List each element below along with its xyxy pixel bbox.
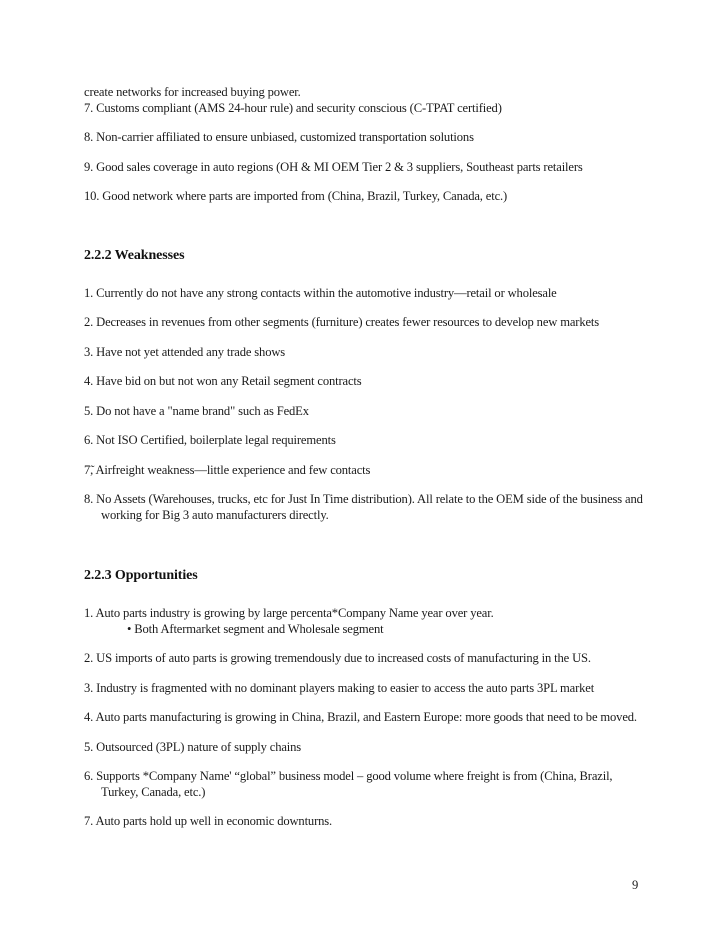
list-item-text: Outsourced (3PL) nature of supply chains — [96, 739, 302, 754]
opportunity-item-5 — [84, 740, 650, 756]
list-item-text: Have not yet attended any trade shows — [96, 344, 286, 359]
opportunity-item-3 — [84, 681, 650, 697]
list-item-text: Currently do not have any strong contacts within the automotive industry—retail or wholesale — [96, 285, 557, 300]
list-item-text: Have bid on but not won any Retail segment contracts — [96, 374, 362, 388]
opportunity-item-1 — [84, 606, 650, 622]
strengths-item-9 — [84, 160, 650, 176]
list-item-number: 10. — [84, 189, 100, 203]
list-item-text: US imports of auto parts is growing tremendously due to increased costs of manufacturing in the US. — [96, 651, 591, 665]
weakness-item-2 — [84, 315, 650, 331]
list-item-text: Auto parts manufacturing is growing in China, Brazil, and Eastern Europe: more goods that need to be moved. — [95, 710, 637, 724]
weakness-item-7 — [84, 463, 650, 479]
list-item-text: Industry is fragmented with no dominant players making to easier to access the auto parts 3PL market — [96, 680, 595, 695]
list-item-number: 7. — [84, 814, 94, 828]
list-item-number: 1. — [84, 285, 94, 300]
carryover-line: create networks for increased buying power. — [84, 85, 301, 99]
list-item-text: Decreases in revenues from other segments (furniture) creates fewer resources to develop new markets — [96, 315, 600, 329]
list-item-text: Good network where parts are imported from (China, Brazil, Turkey, Canada, etc.) — [102, 189, 508, 203]
opportunity-item-1-sub-bullet: • Both Aftermarket segment and Wholesale segment — [127, 621, 384, 636]
weakness-item-5 — [84, 404, 650, 420]
list-item-number: 5. — [84, 739, 94, 754]
weakness-item-4 — [84, 374, 650, 390]
list-item-number: 6. — [84, 433, 94, 447]
list-item-text: No Assets (Warehouses, trucks, etc for Just In Time distribution). All relate to the OEM side of the business and working for Big 3 auto manufacturers directly. — [96, 492, 643, 522]
page-number: 9 — [632, 878, 639, 892]
list-item-text: Supports *Company Name' “global” business model – good volume where freight is from (China, Brazil, Turkey, Canada, etc.) — [96, 769, 613, 799]
strengths-item-10 — [84, 189, 650, 205]
strengths-item-7 — [84, 101, 650, 117]
list-item-text: Good sales coverage in auto regions (OH & MI OEM Tier 2 & 3 suppliers, Southeast parts retailers — [96, 159, 583, 174]
list-item-number: 8. — [84, 492, 94, 506]
opportunity-item-2 — [84, 651, 650, 667]
opportunities-heading: 2.2.3 Opportunities — [84, 568, 198, 583]
opportunity-item-4 — [84, 710, 650, 726]
weakness-item-1 — [84, 286, 650, 302]
list-item-number: 2. — [84, 315, 94, 329]
list-item-number: 7. — [84, 100, 94, 115]
list-item-number: 9. — [84, 159, 94, 174]
strengths-item-8 — [84, 130, 650, 146]
list-item-text: Auto parts industry is growing by large percenta*Company Name year over year. — [95, 606, 494, 620]
list-item-number: 4. — [84, 710, 94, 724]
weakness-item-3 — [84, 345, 650, 361]
list-item-text: Customs compliant (AMS 24-hour rule) and security conscious (C-TPAT certified) — [96, 100, 502, 115]
list-item-text: Airfreight weakness—little experience and few contacts — [95, 462, 371, 477]
list-item-number: 8. — [84, 130, 94, 144]
list-item-number: 5. — [84, 403, 94, 418]
list-item-text: Non-carrier affiliated to ensure unbiased, customized transportation solutions — [96, 130, 474, 144]
list-item-number: 3. — [84, 680, 94, 695]
list-item-number: 4. — [84, 374, 94, 388]
list-item-number: 6. — [84, 769, 94, 783]
list-item-text: Do not have a "name brand" such as FedEx — [96, 403, 309, 418]
opportunity-item-7 — [84, 814, 650, 830]
weakness-item-8 — [84, 492, 650, 523]
list-item-number: 3. — [84, 344, 94, 359]
opportunity-item-6 — [84, 769, 650, 800]
list-item-number: 7̃, — [84, 462, 94, 477]
list-item-number: 1. — [84, 606, 94, 620]
document-body — [84, 85, 650, 830]
weaknesses-heading: 2.2.2 Weaknesses — [84, 247, 185, 263]
list-item-text: Not ISO Certified, boilerplate legal requirements — [96, 433, 336, 447]
list-item-number: 2. — [84, 651, 94, 665]
list-item-text: Auto parts hold up well in economic downturns. — [95, 814, 333, 828]
weakness-item-6 — [84, 433, 650, 449]
